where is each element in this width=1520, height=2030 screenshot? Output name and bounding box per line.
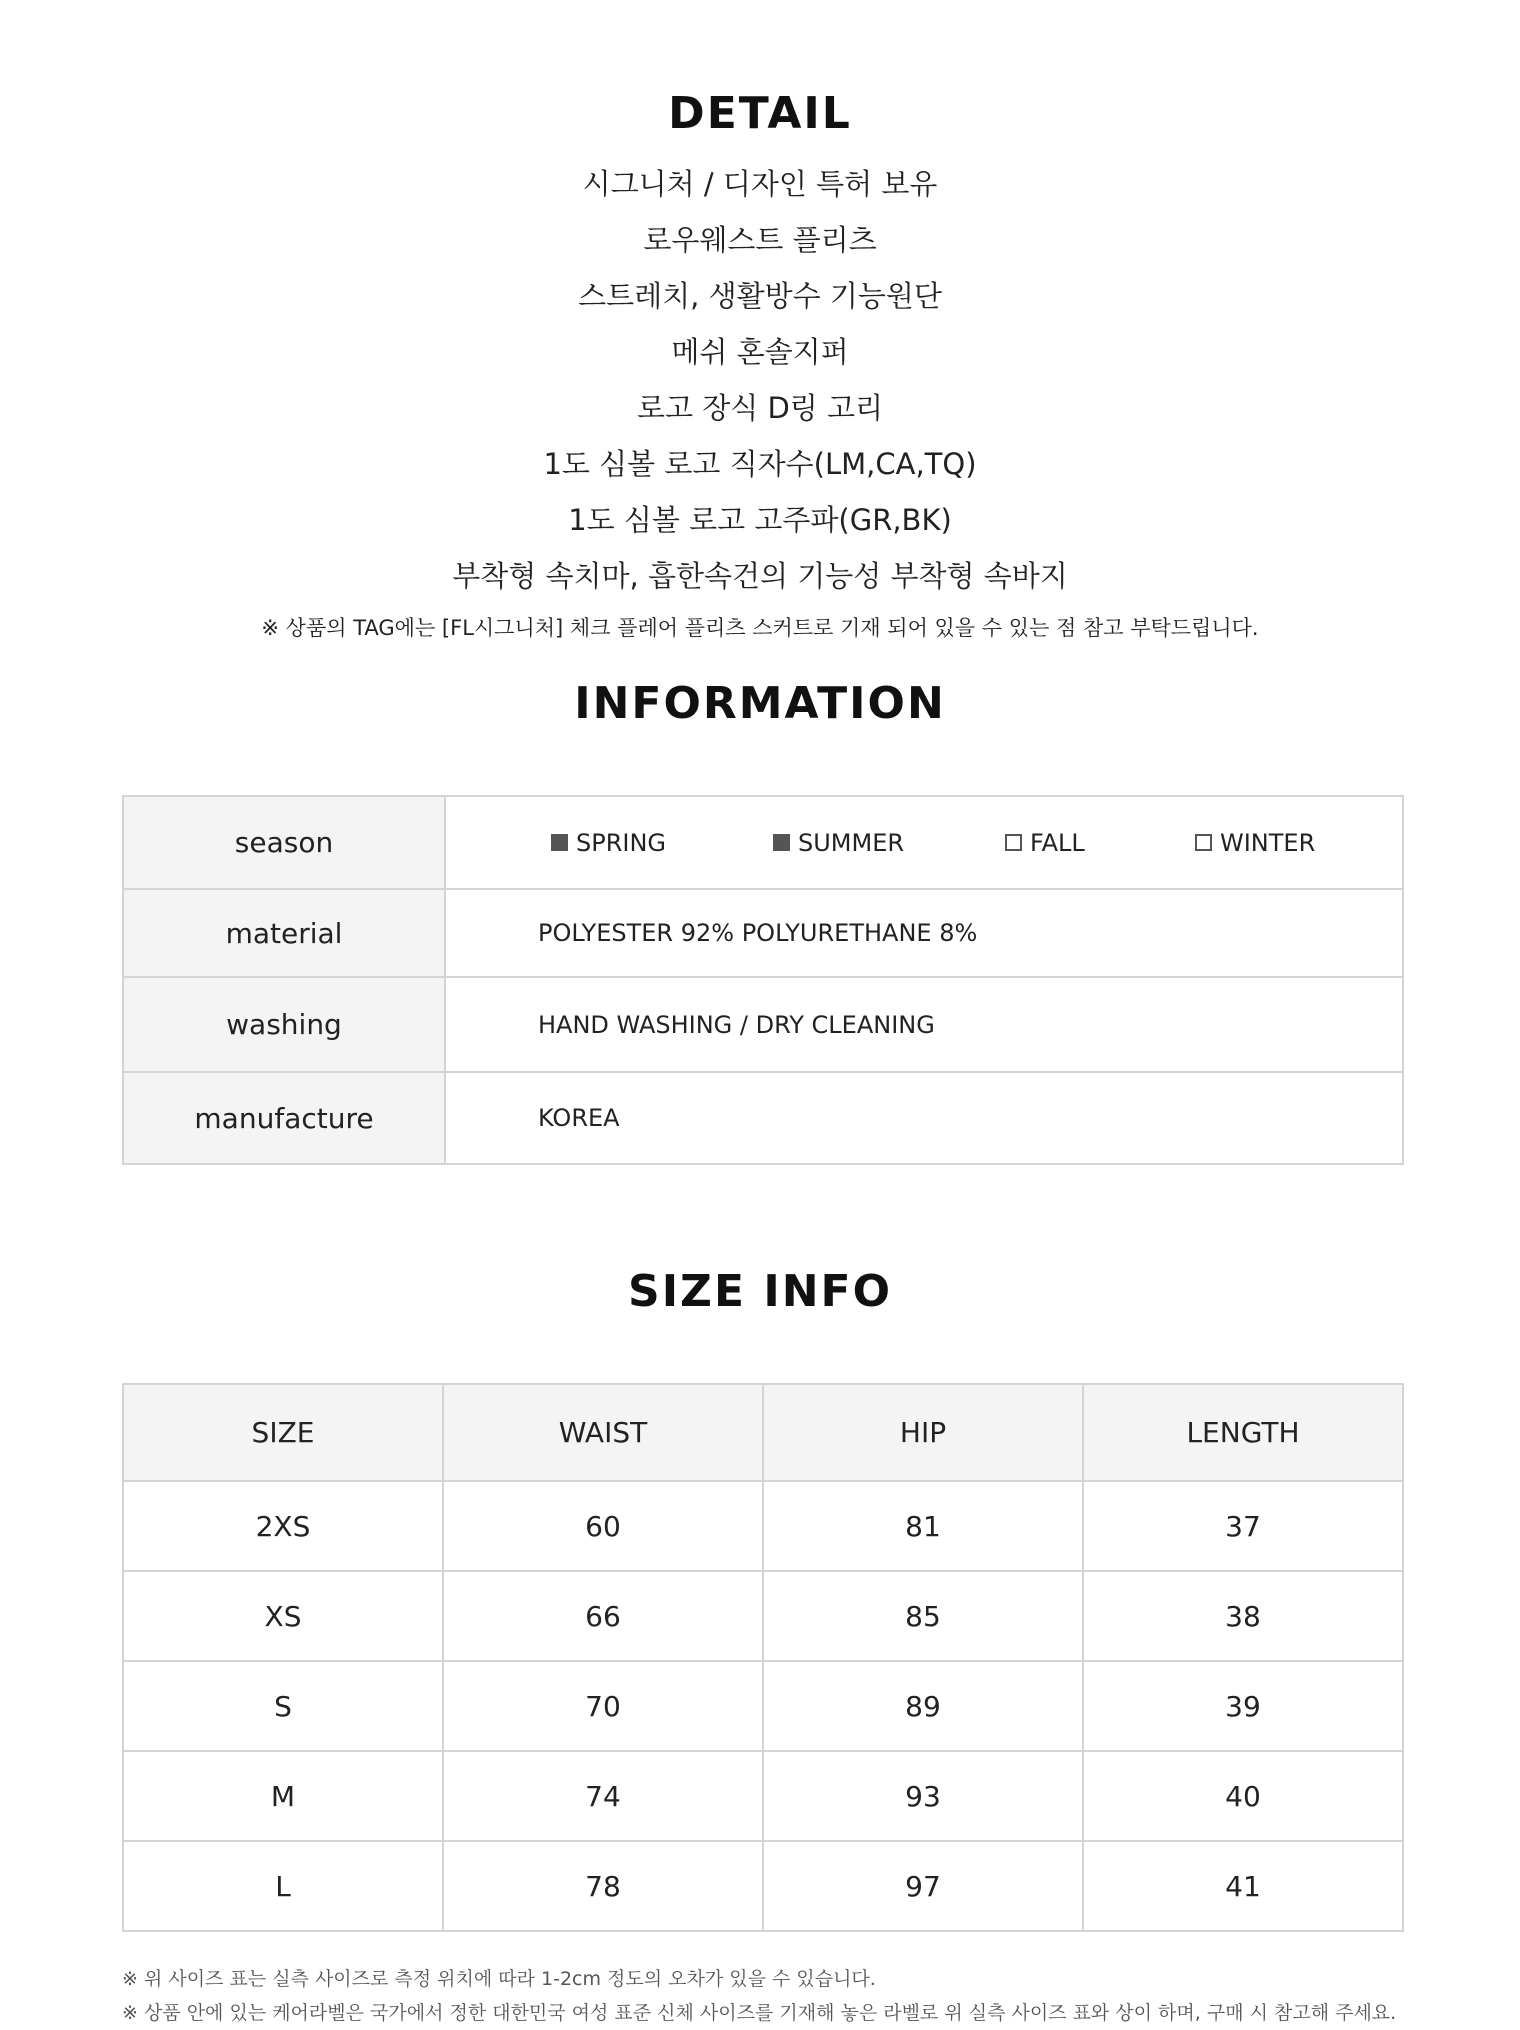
detail-lines bbox=[0, 156, 1520, 604]
information-table bbox=[122, 795, 1404, 1165]
hip-cell: 81 bbox=[763, 1481, 1083, 1571]
length-cell: 37 bbox=[1083, 1481, 1403, 1571]
detail-line: 1도 심볼 로고 직자수(LM,CA,TQ) bbox=[543, 447, 977, 481]
hip-cell: 85 bbox=[763, 1571, 1083, 1661]
size-cell: XS bbox=[123, 1571, 443, 1661]
manufacture-label: manufacture bbox=[123, 1072, 445, 1164]
waist-cell: 78 bbox=[443, 1841, 763, 1931]
table-row bbox=[123, 1661, 1403, 1751]
unchecked-box-icon bbox=[1005, 834, 1022, 851]
length-cell: 38 bbox=[1083, 1571, 1403, 1661]
manufacture-row bbox=[123, 1072, 1403, 1164]
size-cell: L bbox=[123, 1841, 443, 1931]
column-header: LENGTH bbox=[1083, 1384, 1403, 1481]
washing-value: HAND WASHING / DRY CLEANING bbox=[445, 977, 1403, 1072]
length-cell: 39 bbox=[1083, 1661, 1403, 1751]
detail-line: 1도 심볼 로고 고주파(GR,BK) bbox=[568, 503, 952, 537]
season-options bbox=[445, 796, 1403, 889]
season-option-label: FALL bbox=[1030, 828, 1085, 857]
size-notes bbox=[122, 1962, 1422, 2030]
size-table bbox=[122, 1383, 1404, 1932]
size-note: ※ 위 사이즈 표는 실측 사이즈로 측정 위치에 따라 1-2cm 정도의 오차가 있을 수 있습니다. bbox=[122, 1968, 876, 1990]
hip-cell: 93 bbox=[763, 1751, 1083, 1841]
size-cell: S bbox=[123, 1661, 443, 1751]
material-row bbox=[123, 889, 1403, 977]
table-row bbox=[123, 1751, 1403, 1841]
season-option-winter bbox=[1195, 829, 1315, 857]
season-option-label: SPRING bbox=[576, 828, 667, 857]
hip-cell: 89 bbox=[763, 1661, 1083, 1751]
column-header: SIZE bbox=[123, 1384, 443, 1481]
season-option-label: SUMMER bbox=[798, 828, 905, 857]
checked-box-icon bbox=[773, 834, 790, 851]
table-row bbox=[123, 1571, 1403, 1661]
size-table-header bbox=[123, 1384, 1403, 1481]
column-header: HIP bbox=[763, 1384, 1083, 1481]
column-header: WAIST bbox=[443, 1384, 763, 1481]
washing-row bbox=[123, 977, 1403, 1072]
information-title: INFORMATION bbox=[574, 678, 946, 729]
checked-box-icon bbox=[551, 834, 568, 851]
detail-line: 로우웨스트 플리츠 bbox=[643, 223, 877, 257]
manufacture-value: KOREA bbox=[445, 1072, 1403, 1164]
detail-line: 시그니처 / 디자인 특허 보유 bbox=[582, 167, 938, 201]
waist-cell: 74 bbox=[443, 1751, 763, 1841]
detail-line: 메쉬 혼솔지퍼 bbox=[671, 335, 849, 369]
size-info-title: SIZE INFO bbox=[628, 1266, 892, 1317]
material-label: material bbox=[123, 889, 445, 977]
detail-line: 스트레치, 생활방수 기능원단 bbox=[578, 279, 942, 313]
season-option-fall bbox=[1005, 829, 1195, 857]
length-cell: 40 bbox=[1083, 1751, 1403, 1841]
season-option-spring bbox=[551, 829, 773, 857]
waist-cell: 70 bbox=[443, 1661, 763, 1751]
material-value: POLYESTER 92% POLYURETHANE 8% bbox=[445, 889, 1403, 977]
length-cell: 41 bbox=[1083, 1841, 1403, 1931]
season-label: season bbox=[123, 796, 445, 889]
season-option-label: WINTER bbox=[1220, 828, 1316, 857]
size-cell: M bbox=[123, 1751, 443, 1841]
unchecked-box-icon bbox=[1195, 834, 1212, 851]
season-option-summer bbox=[773, 829, 1005, 857]
waist-cell: 66 bbox=[443, 1571, 763, 1661]
hip-cell: 97 bbox=[763, 1841, 1083, 1931]
detail-line: 로고 장식 D링 고리 bbox=[636, 391, 884, 425]
size-cell: 2XS bbox=[123, 1481, 443, 1571]
size-note: ※ 상품 안에 있는 케어라벨은 국가에서 정한 대한민국 여성 표준 신체 사이즈를 기재해 놓은 라벨로 위 실측 사이즈 표와 상이 하며, 구매 시 참고해 주세요. bbox=[122, 2002, 1397, 2024]
detail-title: DETAIL bbox=[668, 88, 852, 139]
table-row bbox=[123, 1841, 1403, 1931]
detail-line: 부착형 속치마, 흡한속건의 기능성 부착형 속바지 bbox=[452, 559, 1068, 593]
washing-label: washing bbox=[123, 977, 445, 1072]
tag-notice: ※ 상품의 TAG에는 [FL시그니처] 체크 플레어 플리츠 스커트로 기재 되어 있을 수 있는 점 참고 부탁드립니다. bbox=[261, 616, 1259, 640]
season-row bbox=[123, 796, 1403, 889]
table-row bbox=[123, 1481, 1403, 1571]
waist-cell: 60 bbox=[443, 1481, 763, 1571]
